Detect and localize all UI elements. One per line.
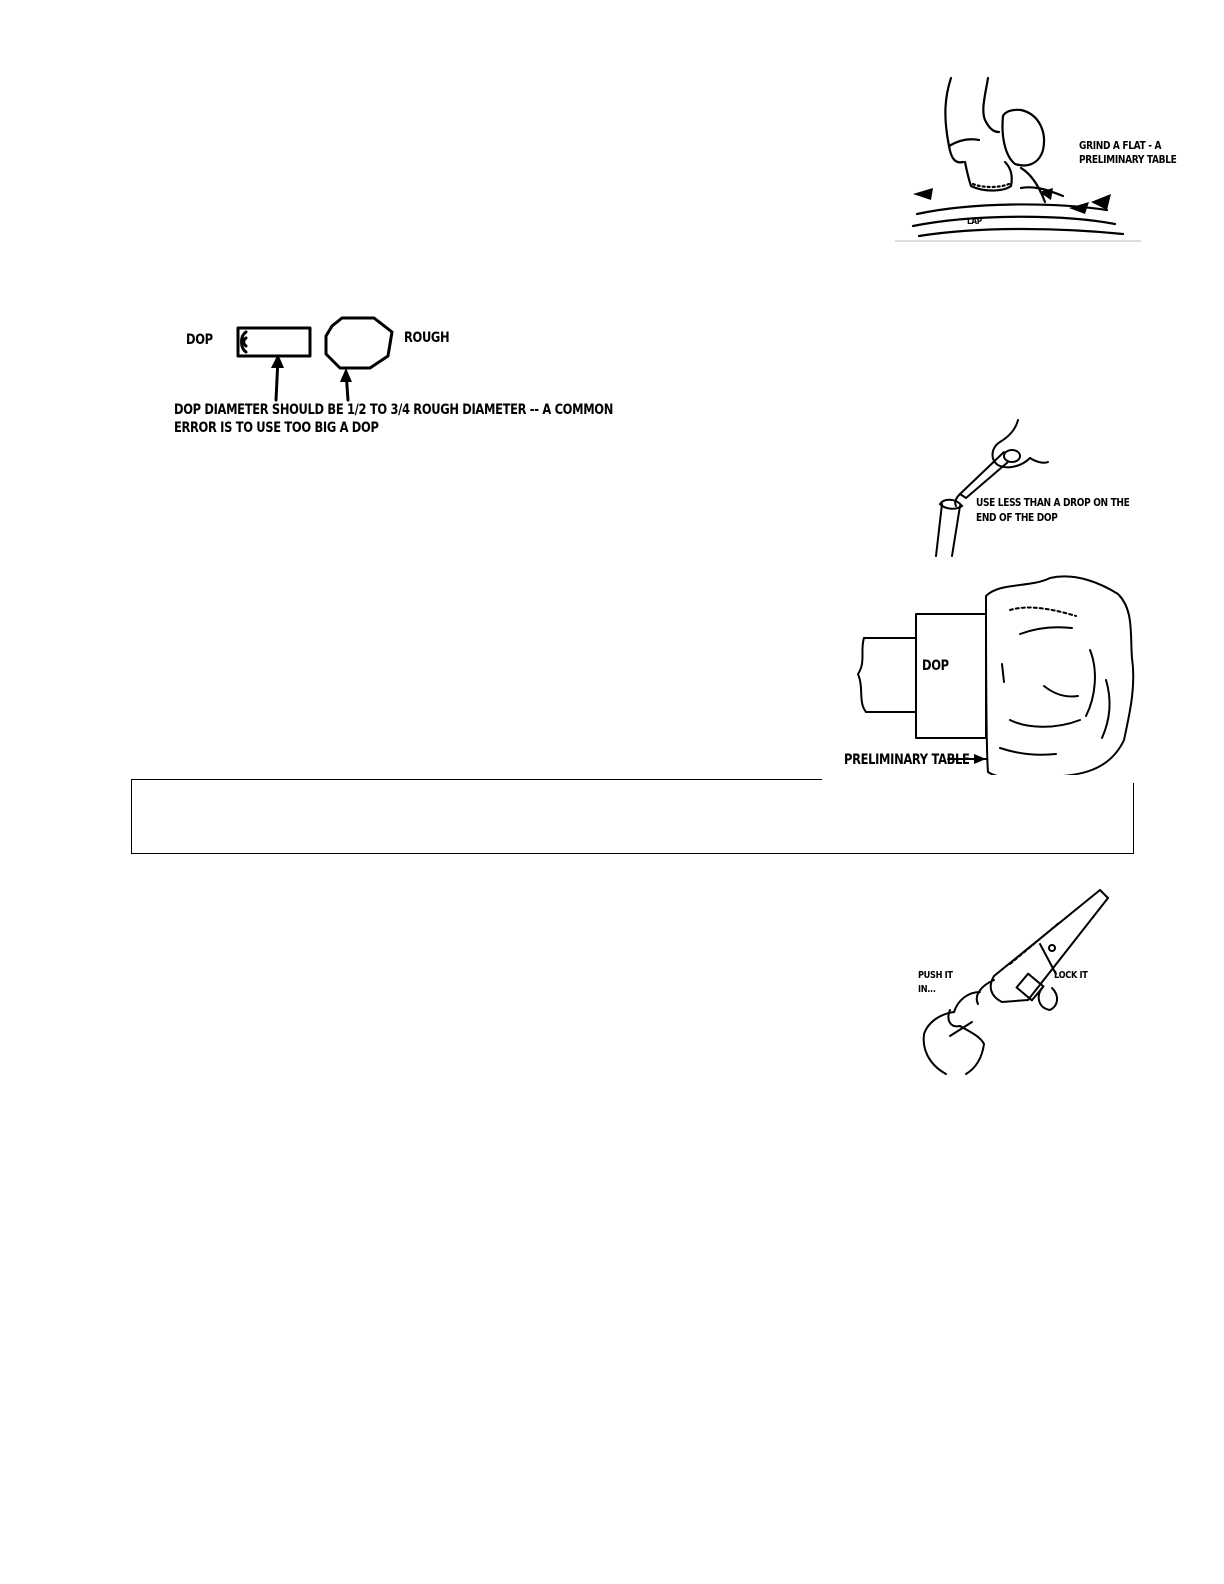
grind-flat-caption-line-1: GRIND A FLAT - A: [1079, 139, 1162, 152]
glue-caption-line-1: USE LESS THAN A DROP ON THE: [976, 496, 1130, 509]
dop-on-rough-figure: [840, 570, 1140, 785]
lock-it-label: LOCK IT: [1054, 970, 1088, 981]
rough-label: ROUGH: [404, 330, 450, 346]
dop-rough-sketch: [170, 310, 530, 410]
grind-flat-caption-line-2: PRELIMINARY TABLE: [1079, 153, 1177, 166]
note-box: [131, 779, 1134, 854]
dop-label: DOP: [186, 332, 213, 348]
glue-drop-figure: [920, 418, 1130, 558]
push-it-line-1: PUSH IT: [918, 970, 953, 981]
grind-flat-figure: [893, 76, 1177, 246]
dop-note-line-2: ERROR IS TO USE TOO BIG A DOP: [174, 420, 379, 436]
push-it-line-2: IN...: [918, 984, 936, 995]
insert-dop-figure: [910, 888, 1120, 1083]
glue-applicator-illustration: [920, 418, 1120, 558]
lap-label: LAP: [967, 217, 982, 227]
preliminary-table-label: PRELIMINARY TABLE: [844, 752, 970, 768]
glue-caption-line-2: END OF THE DOP: [976, 511, 1058, 524]
note-box-break: [822, 775, 1142, 783]
dop-note-line-1: DOP DIAMETER SHOULD BE 1/2 TO 3/4 ROUGH DIAMETER -- A COMMON: [174, 402, 614, 418]
dop-rough-diagram: [170, 310, 614, 440]
dop-assembly-label: DOP: [922, 658, 949, 674]
dop-insertion-illustration: [910, 888, 1120, 1083]
